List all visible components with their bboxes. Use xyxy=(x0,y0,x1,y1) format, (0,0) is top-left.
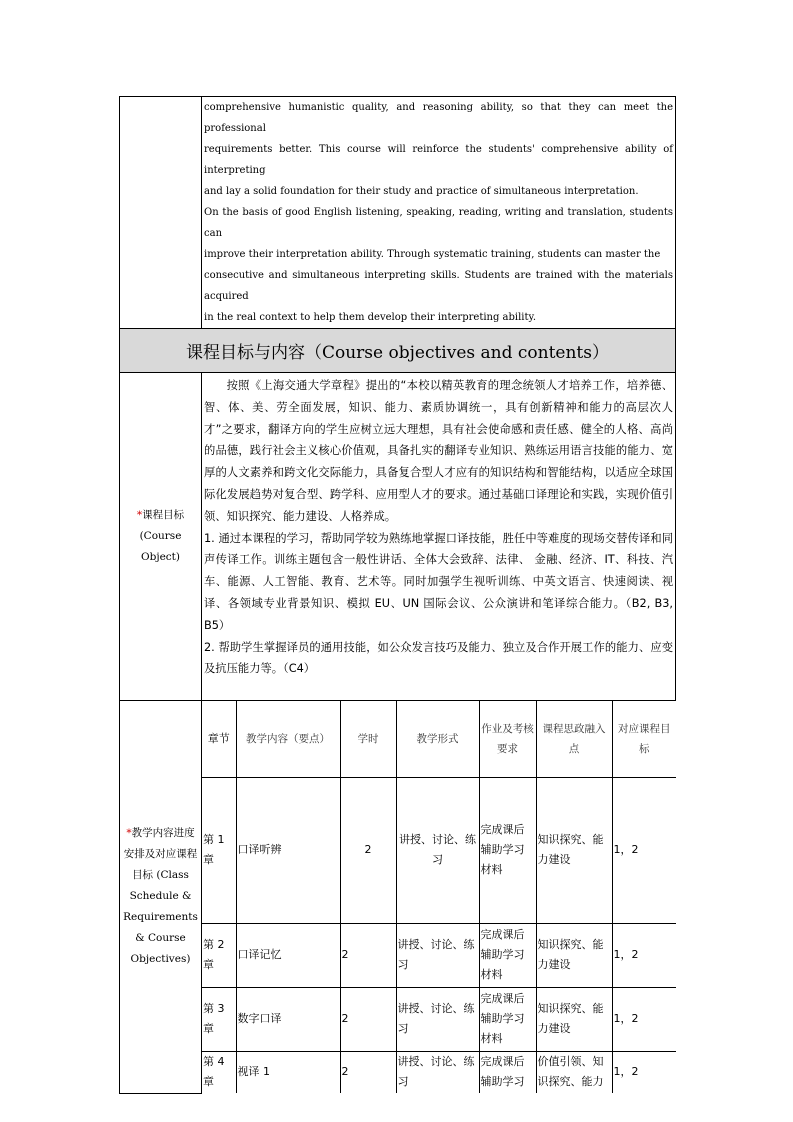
row-goal: 1，2 xyxy=(612,923,676,987)
row-hours: 2 xyxy=(340,987,396,1051)
header-form: 教学形式 xyxy=(396,701,479,777)
schedule-header-row xyxy=(202,701,676,777)
row-hours: 2 xyxy=(340,777,396,923)
objective-label-en: (Course Object) xyxy=(139,530,182,563)
row-content: 数字口译 xyxy=(236,987,340,1051)
objective-paragraph-3: 2. 帮助学生掌握译员的通用技能，如公众发言技巧及能力、独立及合作开展工作的能力、应变及抗压能力等。（C4） xyxy=(204,640,673,676)
header-chapter: 章节 xyxy=(202,701,236,777)
header-goal: 对应课程目标 xyxy=(612,701,676,777)
row-form: 讲授、讨论、练习 xyxy=(396,1051,479,1093)
header-homework: 作业及考核要求 xyxy=(479,701,536,777)
objectives-heading: 课程目标与内容（Course objectives and contents） xyxy=(120,329,676,373)
objective-paragraph-1: 按照《上海交通大学章程》提出的“本校以精英教育的理念统领人才培养工作，培养德、智、体、美、劳全面发展，知识、能力、素质协调统一，具有创新精神和能力的高层次人才”之要求，翻译方向的学生应树立远大理想，具有社会使命感和责任感、健全的人格、高尚的品德，践行社会主义核心价值观，具备扎实的翻译专业知识、熟练运用语言技能的能力、宽厚的人文素养和跨文化交际能力，具备复合型人才应有的知识结构和智能结构，以适应全球国际化发展趋势对复合型、跨学科、应用型人才的要求。通过基础口译理论和实践，实现价值引领、知识探究、能力建设、人格养成。 xyxy=(204,379,673,523)
intro-line: and lay a solid foundation for their study and practice of simultaneous interpretation. xyxy=(204,186,639,197)
row-form: 讲授、讨论、练习 xyxy=(396,777,479,923)
schedule-row xyxy=(120,701,676,1094)
objective-label-cn: 课程目标 xyxy=(142,509,185,521)
intro-line: consecutive and simultaneous interpreting skills. Students are trained with the materials acquired xyxy=(204,270,673,302)
header-hours: 学时 xyxy=(340,701,396,777)
intro-text xyxy=(202,97,676,329)
schedule-label-cell xyxy=(120,701,202,1094)
objective-content xyxy=(202,373,676,701)
intro-row xyxy=(120,97,676,329)
objective-paragraph-2: 1. 通过本课程的学习，帮助同学较为熟练地掌握口译技能，胜任中等难度的现场交替传译和同声传译工作。训练主题包含一般性讲话、全体大会致辞、法律、 金融、经济、IT、科技、汽车、能源、人工智能、教育、艺术等。同时加强学生视听训练、中英文语言、快速阅读、视译、各领域专业背景知识、模拟 EU、UN 国际会议、公众演讲和笔译综合能力。（B2, B3, B5） xyxy=(204,531,673,632)
header-content: 教学内容（要点） xyxy=(236,701,340,777)
table-row xyxy=(202,777,676,923)
row-homework: 完成课后辅助学习 xyxy=(479,1051,536,1093)
row-goal: 1，2 xyxy=(612,777,676,923)
row-ideology: 知识探究、能力建设 xyxy=(536,987,612,1051)
row-hours: 2 xyxy=(340,1051,396,1093)
table-row xyxy=(202,1051,676,1093)
intro-line: On the basis of good English listening, speaking, reading, writing and translation, students can xyxy=(204,207,673,239)
required-marker: * xyxy=(126,827,132,840)
row-homework: 完成课后辅助学习材料 xyxy=(479,777,536,923)
row-content: 口译记忆 xyxy=(236,923,340,987)
header-ideology: 课程思政融入点 xyxy=(536,701,612,777)
row-goal: 1，2 xyxy=(612,987,676,1051)
row-ideology: 知识探究、能力建设 xyxy=(536,777,612,923)
schedule-table xyxy=(202,701,676,1093)
row-homework: 完成课后辅助学习材料 xyxy=(479,923,536,987)
intro-line: requirements better. This course will reinforce the students' comprehensive ability of interpreting xyxy=(204,144,673,176)
intro-left-cell xyxy=(120,97,202,329)
row-content: 口译听辨 xyxy=(236,777,340,923)
row-ideology: 价值引领、知识探究、能力 xyxy=(536,1051,612,1093)
row-goal: 1，2 xyxy=(612,1051,676,1093)
row-ideology: 知识探究、能力建设 xyxy=(536,923,612,987)
row-homework: 完成课后辅助学习材料 xyxy=(479,987,536,1051)
intro-line: in the real context to help them develop their interpreting ability. xyxy=(204,312,537,323)
table-row xyxy=(202,987,676,1051)
objectives-heading-row xyxy=(120,329,676,373)
course-table xyxy=(119,96,676,1094)
intro-line: improve their interpretation ability. Through systematic training, students can master the xyxy=(204,249,661,260)
row-chapter: 第 4 章 xyxy=(202,1051,236,1093)
schedule-table-cell xyxy=(202,701,676,1094)
row-hours: 2 xyxy=(340,923,396,987)
schedule-label: 教学内容进度安排及对应课程目标 (Class Schedule & Requirements & Course Objectives) xyxy=(123,827,198,966)
table-row xyxy=(202,923,676,987)
objective-row xyxy=(120,373,676,701)
row-chapter: 第 2 章 xyxy=(202,923,236,987)
row-content: 视译 1 xyxy=(236,1051,340,1093)
required-marker: * xyxy=(136,509,143,521)
row-chapter: 第 3 章 xyxy=(202,987,236,1051)
row-chapter: 第 1 章 xyxy=(202,777,236,923)
course-document xyxy=(119,96,675,1094)
row-form: 讲授、讨论、练习 xyxy=(396,987,479,1051)
objective-label-cell xyxy=(120,373,202,701)
row-form: 讲授、讨论、练习 xyxy=(396,923,479,987)
intro-line: comprehensive humanistic quality, and reasoning ability, so that they can meet the professional xyxy=(204,102,673,134)
